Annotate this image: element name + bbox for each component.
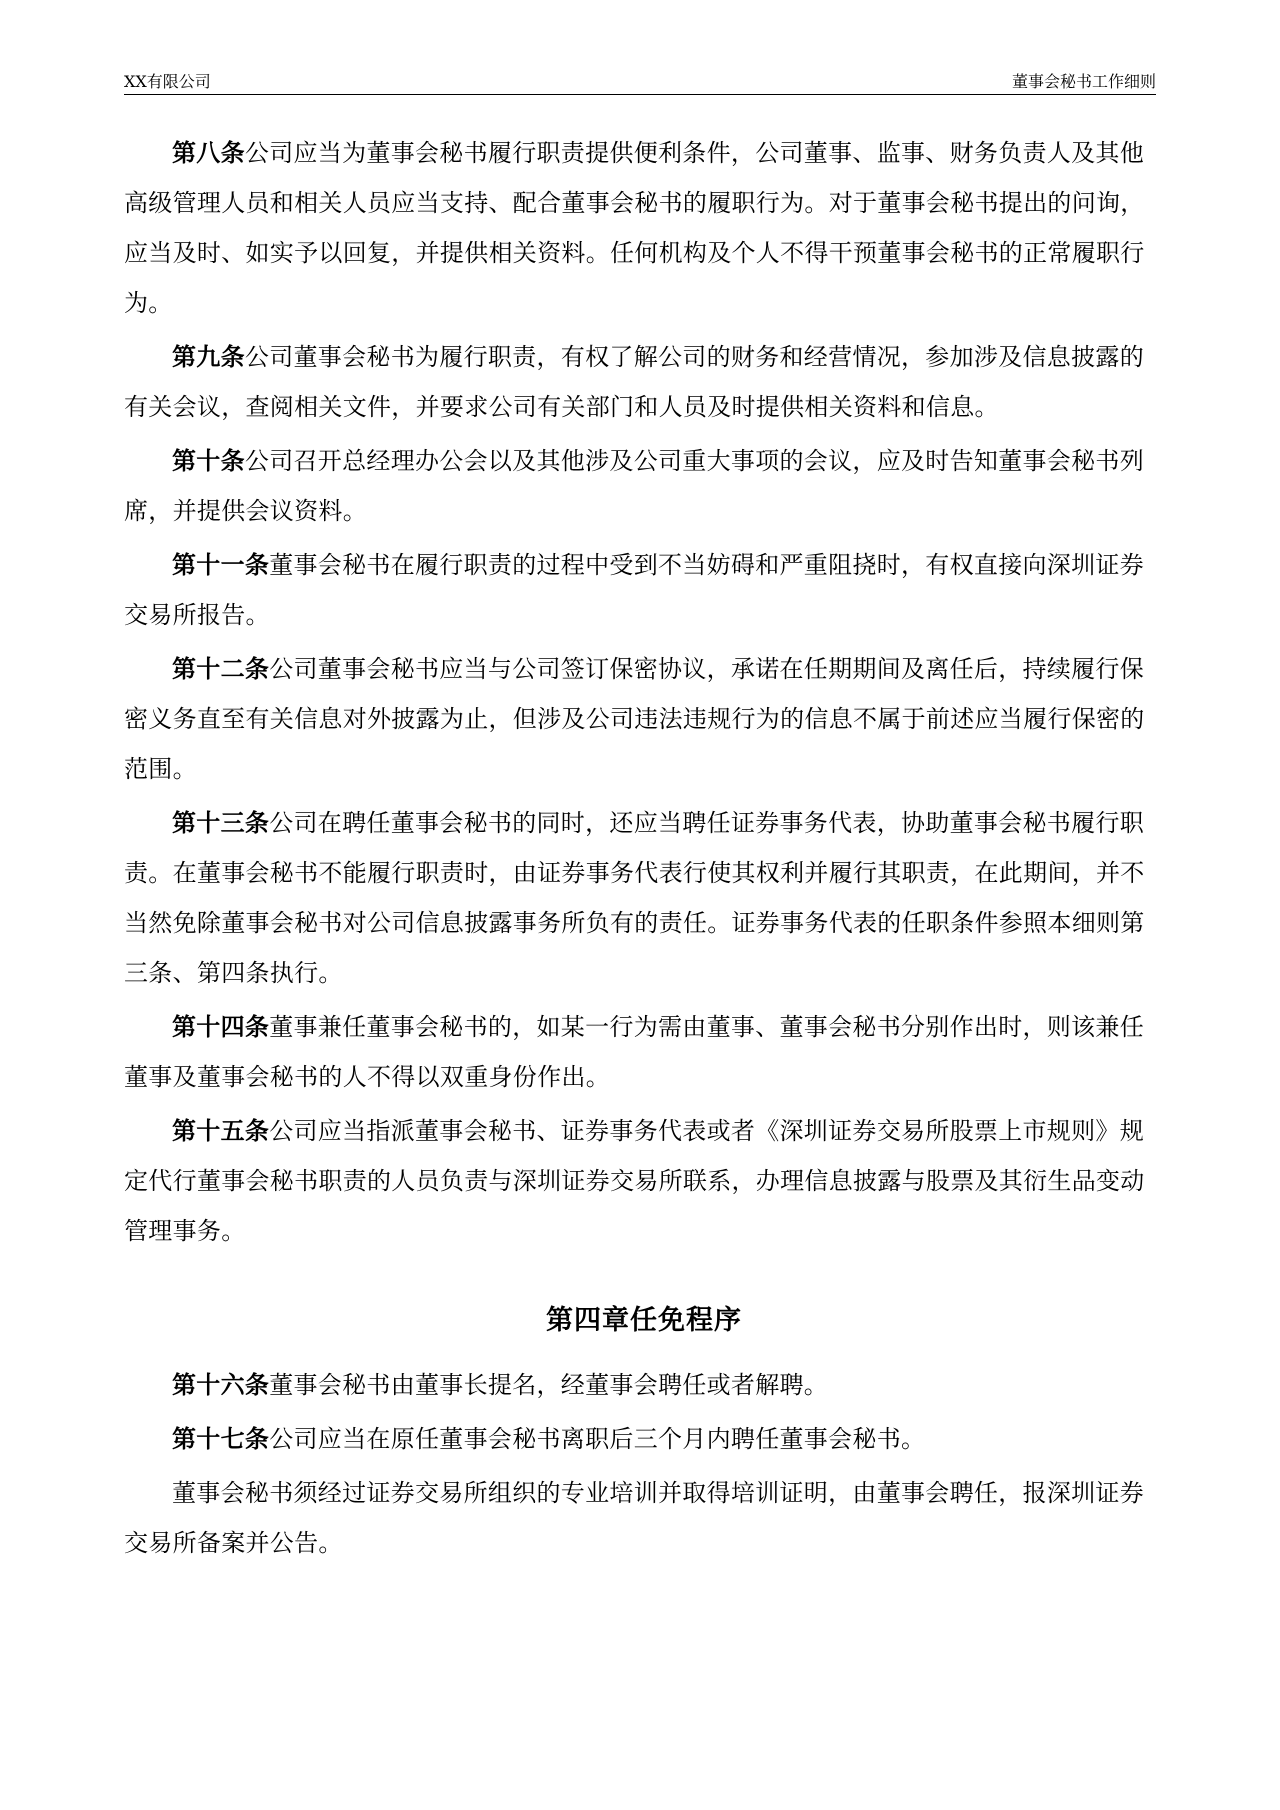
- article-9: [124, 332, 1164, 432]
- header-company-name: XX有限公司: [124, 72, 211, 91]
- article-text: 公司应当为董事会秘书履行职责提供便利条件，公司董事、监事、财务负责人及其他高级管理人员和相关人员应当支持、配合董事会秘书的履职行为。对于董事会秘书提出的问询，应当及时、如实予以回复，并提供相关资料。任何机构及个人不得干预董事会秘书的正常履职行为。: [124, 139, 1145, 317]
- article-label: 第十一条: [172, 550, 270, 579]
- article-15: [124, 1106, 1164, 1256]
- page-header: [124, 66, 1156, 95]
- article-text: 公司董事会秘书应当与公司签订保密协议，承诺在任期期间及离任后，持续履行保密义务直至有关信息对外披露为止，但涉及公司违法违规行为的信息不属于前述应当履行保密的范围。: [124, 655, 1145, 783]
- article-label: 第九条: [172, 342, 245, 371]
- article-label: 第十六条: [172, 1370, 270, 1399]
- chapter-title: 第四章任免程序: [546, 1305, 742, 1336]
- article-label: 第八条: [172, 138, 245, 167]
- article-14: [124, 1002, 1164, 1102]
- article-text: 董事会秘书在履行职责的过程中受到不当妨碍和严重阻挠时，有权直接向深圳证券交易所报告。: [124, 551, 1144, 629]
- document-body: [124, 128, 1164, 1572]
- article-13: [124, 798, 1164, 998]
- article-8: [124, 128, 1164, 328]
- article-text: 公司应当在原任董事会秘书离职后三个月内聘任董事会秘书。: [269, 1425, 926, 1453]
- article-label: 第十四条: [172, 1012, 270, 1041]
- article-text: 董事兼任董事会秘书的，如某一行为需由董事、董事会秘书分别作出时，则该兼任董事及董事会秘书的人不得以双重身份作出。: [124, 1013, 1144, 1091]
- article-text: 公司董事会秘书为履行职责，有权了解公司的财务和经营情况，参加涉及信息披露的有关会议，查阅相关文件，并要求公司有关部门和人员及时提供相关资料和信息。: [124, 343, 1145, 421]
- article-text: 董事会秘书由董事长提名，经董事会聘任或者解聘。: [269, 1371, 829, 1399]
- article-16: [124, 1360, 1164, 1410]
- article-11: [124, 540, 1164, 640]
- article-label: 第十条: [172, 446, 245, 475]
- article-text: 公司应当指派董事会秘书、证券事务代表或者《深圳证券交易所股票上市规则》规定代行董事会秘书职责的人员负责与深圳证券交易所联系，办理信息披露与股票及其衍生品变动管理事务。: [124, 1117, 1145, 1245]
- article-text: 董事会秘书须经过证券交易所组织的专业培训并取得培训证明，由董事会聘任，报深圳证券交易所备案并公告。: [124, 1479, 1144, 1557]
- article-label: 第十二条: [172, 654, 270, 683]
- header-document-title: 董事会秘书工作细则: [1011, 72, 1156, 91]
- article-text: 公司召开总经理办公会以及其他涉及公司重大事项的会议，应及时告知董事会秘书列席，并提供会议资料。: [124, 447, 1145, 525]
- article-17: [124, 1414, 1164, 1464]
- article-12: [124, 644, 1164, 794]
- article-label: 第十五条: [172, 1116, 270, 1145]
- article-label: 第十七条: [172, 1424, 270, 1453]
- article-text: 公司在聘任董事会秘书的同时，还应当聘任证券事务代表，协助董事会秘书履行职责。在董事会秘书不能履行职责时，由证券事务代表行使其权利并履行其职责，在此期间，并不当然免除董事会秘书对公司信息披露事务所负有的责任。证券事务代表的任职条件参照本细则第三条、第四条执行。: [124, 809, 1145, 987]
- article-17-paragraph-2: [124, 1468, 1164, 1568]
- article-10: [124, 436, 1164, 536]
- article-label: 第十三条: [172, 808, 270, 837]
